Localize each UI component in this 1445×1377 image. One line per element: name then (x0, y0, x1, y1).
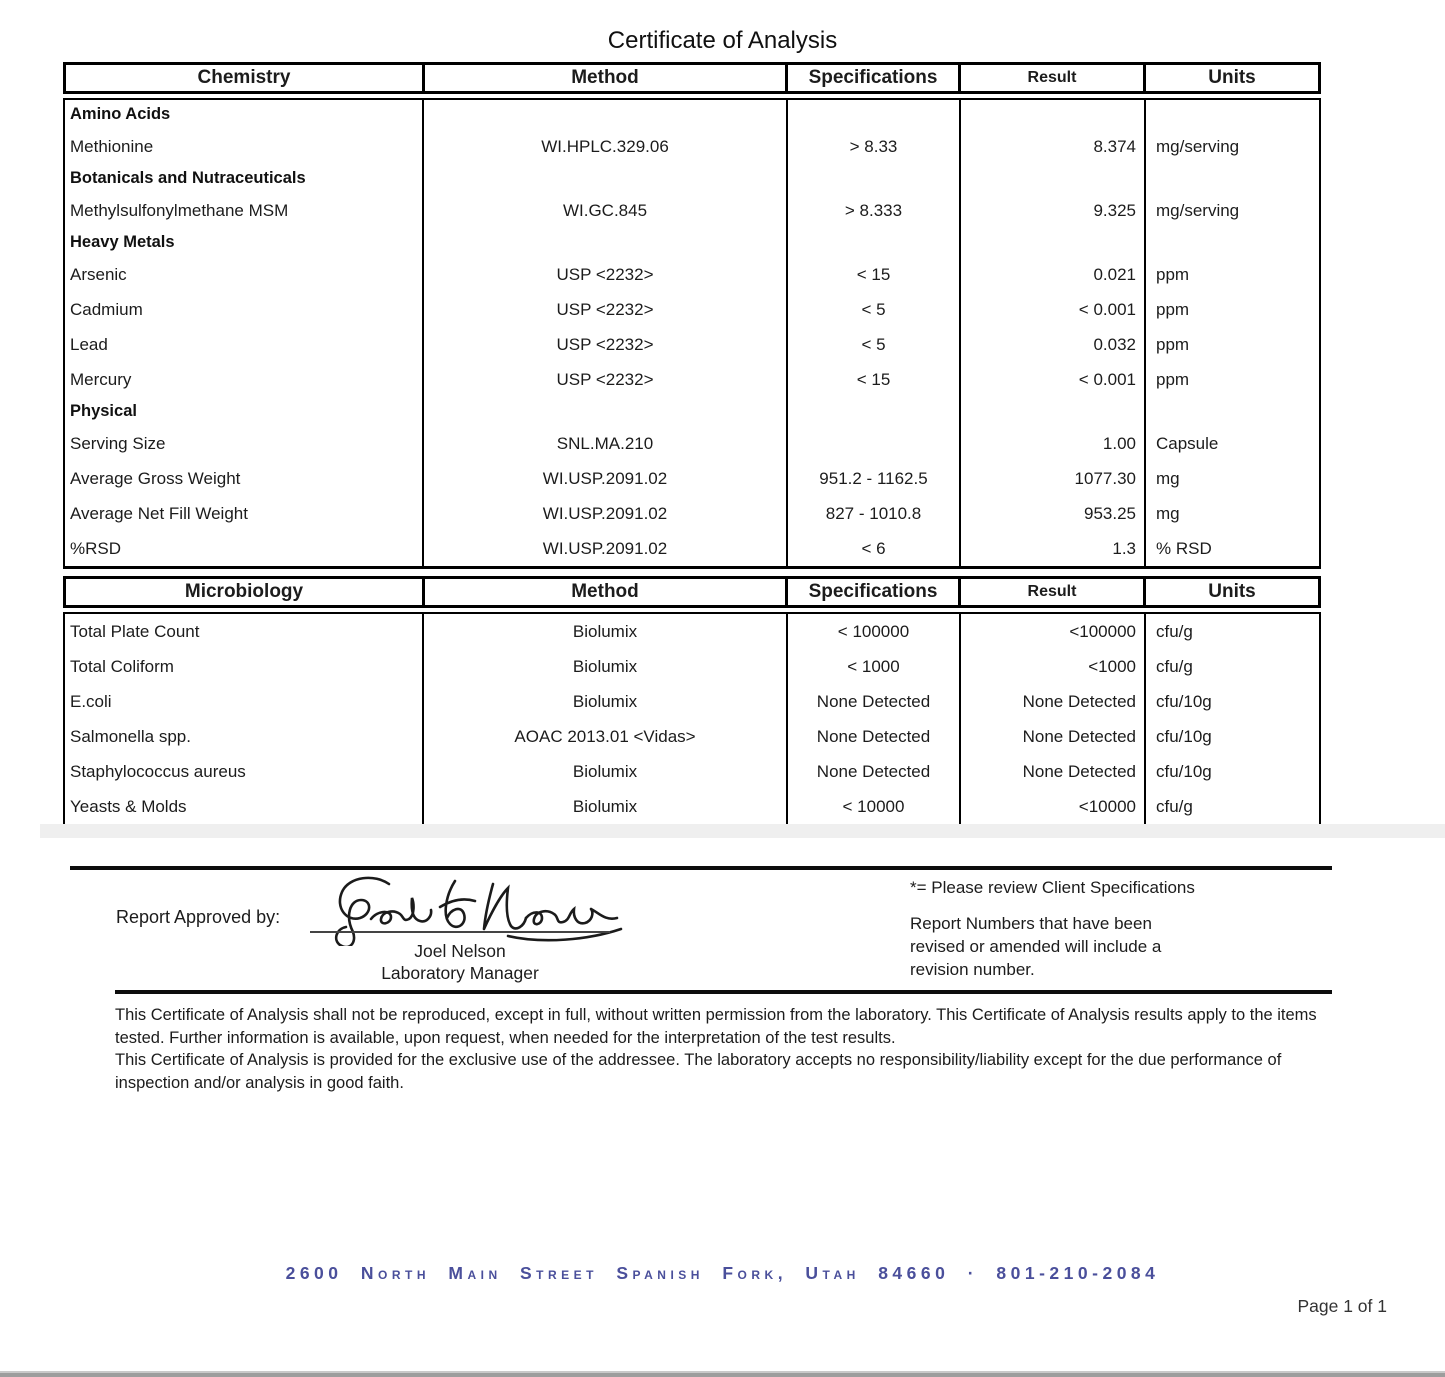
spec-cell: < 1000 (786, 649, 959, 684)
table-row (65, 257, 1319, 292)
empty-cell (959, 397, 1144, 426)
empty-cell (959, 228, 1144, 257)
page-number: Page 1 of 1 (1297, 1296, 1387, 1316)
spec-cell (786, 426, 959, 461)
method-cell: WI.HPLC.329.06 (422, 129, 786, 164)
chemistry-table-header (63, 62, 1321, 94)
report-approved-by-label: Report Approved by: (116, 907, 281, 927)
method-cell: USP <2232> (422, 327, 786, 362)
empty-cell (786, 164, 959, 193)
result-cell: 8.374 (959, 129, 1144, 164)
units-cell: ppm (1144, 362, 1319, 397)
microbiology-table (63, 576, 1321, 827)
scan-artifact-band (40, 824, 1445, 838)
method-cell: USP <2232> (422, 292, 786, 327)
column-header-result: Result (958, 579, 1143, 605)
table-row (65, 684, 1319, 719)
table-row (65, 426, 1319, 461)
category-label: Heavy Metals (70, 233, 175, 251)
category-row (65, 100, 1319, 129)
signer-title: Laboratory Manager (381, 963, 539, 983)
empty-cell (786, 228, 959, 257)
result-cell: < 0.001 (959, 362, 1144, 397)
revision-note: Report Numbers that have been revised or amended will include a revision number. (910, 914, 1162, 979)
units-cell: ppm (1144, 292, 1319, 327)
spec-cell: 827 - 1010.8 (786, 496, 959, 531)
spec-cell: None Detected (786, 754, 959, 789)
result-cell: <10000 (959, 789, 1144, 824)
result-cell: 0.021 (959, 257, 1144, 292)
method-cell: SNL.MA.210 (422, 426, 786, 461)
units-cell: mg (1144, 496, 1319, 531)
microbiology-table-body (63, 612, 1321, 827)
table-row (65, 614, 1319, 649)
units-cell: cfu/10g (1144, 684, 1319, 719)
category-label: Botanicals and Nutraceuticals (70, 169, 306, 187)
result-cell: 0.032 (959, 327, 1144, 362)
analyte-name: Cadmium (70, 299, 143, 319)
horizontal-rule-bottom (115, 990, 1332, 994)
horizontal-rule-top (70, 866, 1332, 870)
spec-cell: 951.2 - 1162.5 (786, 461, 959, 496)
chemistry-table (63, 62, 1321, 569)
empty-cell (422, 164, 786, 193)
column-header-method: Method (422, 65, 785, 91)
signature-image (303, 872, 623, 946)
column-header-chemistry: Chemistry (197, 67, 291, 88)
signature-line (310, 931, 610, 933)
empty-cell (1144, 100, 1319, 129)
analyte-name: Average Net Fill Weight (70, 503, 248, 523)
analyte-name: Staphylococcus aureus (70, 761, 246, 781)
method-cell: Biolumix (422, 684, 786, 719)
method-cell: Biolumix (422, 649, 786, 684)
method-cell: WI.USP.2091.02 (422, 496, 786, 531)
analyte-name: Arsenic (70, 264, 127, 284)
method-cell: Biolumix (422, 754, 786, 789)
spec-cell: None Detected (786, 719, 959, 754)
result-cell: 1.00 (959, 426, 1144, 461)
units-cell: mg (1144, 461, 1319, 496)
empty-cell (1144, 397, 1319, 426)
empty-cell (959, 164, 1144, 193)
units-cell: mg/serving (1144, 129, 1319, 164)
analyte-name: Total Plate Count (70, 621, 200, 641)
column-header-result: Result (958, 65, 1143, 91)
analyte-name: Total Coliform (70, 656, 174, 676)
result-cell: 9.325 (959, 193, 1144, 228)
result-cell: 1.3 (959, 531, 1144, 566)
scan-edge-strip (0, 1371, 1445, 1377)
units-cell: cfu/g (1144, 614, 1319, 649)
units-cell: cfu/g (1144, 789, 1319, 824)
analyte-name: Methylsulfonylmethane MSM (70, 200, 289, 220)
spec-cell: < 15 (786, 257, 959, 292)
method-cell: USP <2232> (422, 362, 786, 397)
spec-cell: None Detected (786, 684, 959, 719)
analyte-name: Methionine (70, 136, 154, 156)
spec-cell: > 8.33 (786, 129, 959, 164)
category-row (65, 397, 1319, 426)
table-row (65, 193, 1319, 228)
table-row (65, 719, 1319, 754)
result-cell: 953.25 (959, 496, 1144, 531)
column-header-method: Method (422, 579, 785, 605)
method-cell: AOAC 2013.01 <Vidas> (422, 719, 786, 754)
units-cell: ppm (1144, 327, 1319, 362)
table-row (65, 754, 1319, 789)
result-cell: <100000 (959, 614, 1144, 649)
units-cell: % RSD (1144, 531, 1319, 566)
method-cell: WI.USP.2091.02 (422, 531, 786, 566)
column-header-specifications: Specifications (785, 579, 958, 605)
method-cell: USP <2232> (422, 257, 786, 292)
method-cell: WI.GC.845 (422, 193, 786, 228)
disclaimer-paragraph-2: This Certificate of Analysis is provided for the exclusive use of the addressee. The laboratory accepts no responsibility/liability except for the due performance of inspection and/or analysis in good faith. (115, 1051, 1282, 1092)
document-title: Certificate of Analysis (607, 27, 838, 54)
spec-cell: < 10000 (786, 789, 959, 824)
spec-cell: > 8.333 (786, 193, 959, 228)
column-header-specifications: Specifications (785, 65, 958, 91)
empty-cell (422, 397, 786, 426)
empty-cell (422, 228, 786, 257)
microbiology-table-header (63, 576, 1321, 608)
table-row (65, 496, 1319, 531)
table-row (65, 649, 1319, 684)
result-cell: < 0.001 (959, 292, 1144, 327)
units-cell: cfu/10g (1144, 719, 1319, 754)
analyte-name: Lead (70, 334, 108, 354)
disclaimer-text (115, 1004, 1339, 1094)
spec-cell: < 5 (786, 292, 959, 327)
table-row (65, 327, 1319, 362)
table-row (65, 292, 1319, 327)
category-label: Physical (70, 402, 137, 420)
result-cell: None Detected (959, 684, 1144, 719)
disclaimer-paragraph-1: This Certificate of Analysis shall not be reproduced, except in full, without written permission from the laboratory. This Certificate of Analysis results apply to the items tested. Further information is available, upon request, when needed for the interpretation of the test results. (115, 1006, 1317, 1047)
result-cell: 1077.30 (959, 461, 1144, 496)
signer-name: Joel Nelson (414, 941, 506, 961)
client-spec-note: *= Please review Client Specifications (910, 878, 1195, 897)
lab-address: 2600 North Main Street Spanish Fork, Utah 84660 · 801-210-2084 (285, 1263, 1160, 1283)
method-cell: WI.USP.2091.02 (422, 461, 786, 496)
empty-cell (422, 100, 786, 129)
table-row (65, 531, 1319, 566)
category-row (65, 228, 1319, 257)
category-row (65, 164, 1319, 193)
result-cell: <1000 (959, 649, 1144, 684)
spec-cell: < 15 (786, 362, 959, 397)
units-cell: ppm (1144, 257, 1319, 292)
table-row (65, 461, 1319, 496)
chemistry-table-body (63, 98, 1321, 569)
analyte-name: Mercury (70, 369, 132, 389)
table-row (65, 129, 1319, 164)
column-header-units: Units (1143, 65, 1318, 91)
method-cell: Biolumix (422, 789, 786, 824)
result-cell: None Detected (959, 719, 1144, 754)
table-row (65, 789, 1319, 824)
units-cell: cfu/g (1144, 649, 1319, 684)
method-cell: Biolumix (422, 614, 786, 649)
spec-cell: < 5 (786, 327, 959, 362)
units-cell: mg/serving (1144, 193, 1319, 228)
empty-cell (1144, 164, 1319, 193)
analyte-name: Yeasts & Molds (70, 796, 187, 816)
column-header-microbiology: Microbiology (184, 581, 304, 602)
analyte-name: %RSD (70, 538, 122, 558)
spec-cell: < 6 (786, 531, 959, 566)
analyte-name: Average Gross Weight (70, 468, 241, 488)
units-cell: cfu/10g (1144, 754, 1319, 789)
analyte-name: E.coli (70, 691, 112, 711)
table-row (65, 362, 1319, 397)
empty-cell (786, 100, 959, 129)
analyte-name: Serving Size (70, 433, 166, 453)
category-label: Amino Acids (70, 105, 171, 123)
column-header-units: Units (1143, 579, 1318, 605)
empty-cell (786, 397, 959, 426)
analyte-name: Salmonella spp. (70, 726, 191, 746)
units-cell: Capsule (1144, 426, 1319, 461)
empty-cell (959, 100, 1144, 129)
empty-cell (1144, 228, 1319, 257)
spec-cell: < 100000 (786, 614, 959, 649)
result-cell: None Detected (959, 754, 1144, 789)
